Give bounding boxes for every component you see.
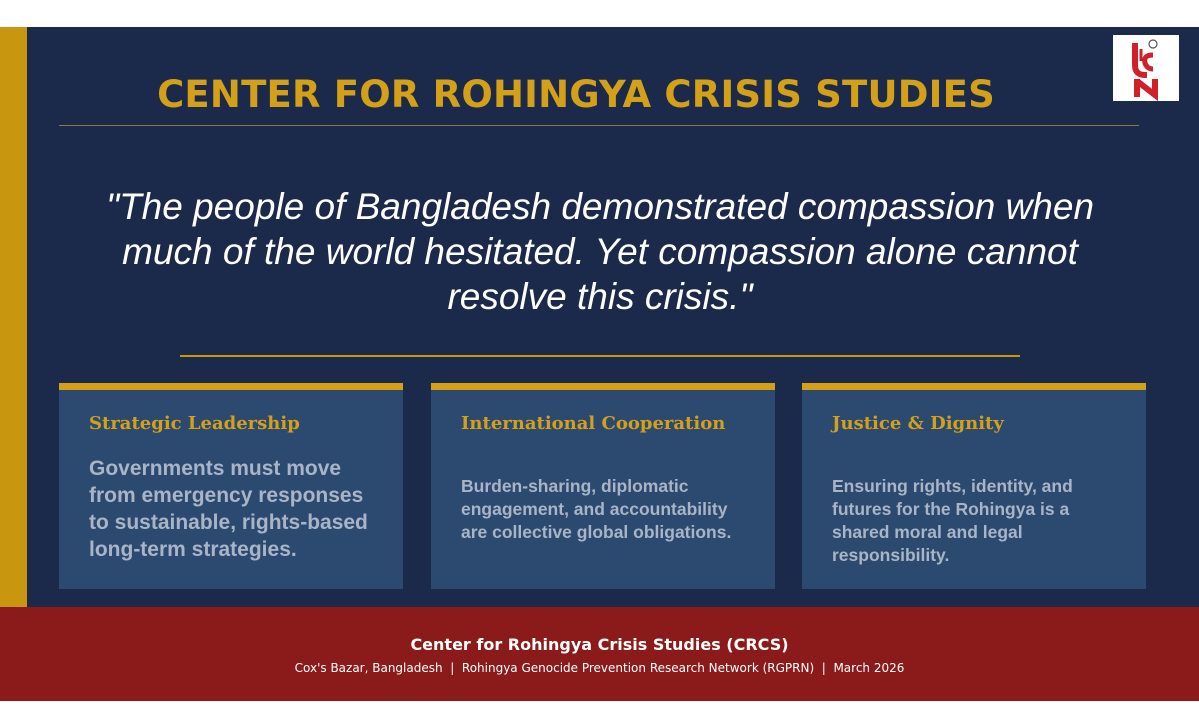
footer — [0, 607, 1199, 701]
quote-divider — [180, 355, 1020, 357]
card-justice-dignity — [802, 383, 1146, 589]
card-title: Strategic Leadership — [89, 413, 300, 434]
page-title: CENTER FOR ROHINGYA CRISIS STUDIES — [157, 73, 995, 116]
quote-text: "The people of Bangladesh demonstrated compassion when much of the world hesitated. Yet compassion alone cannot resolve this crisis." — [105, 186, 1095, 317]
title-divider — [59, 125, 1139, 126]
card-accent-bar — [802, 383, 1146, 390]
card-accent-bar — [431, 383, 775, 390]
footer-title: Center for Rohingya Crisis Studies (CRCS) — [410, 635, 789, 654]
card-body: Governments must move from emergency responses to sustainable, rights-based long-term strategies. — [89, 457, 368, 561]
slide — [0, 27, 1199, 701]
card-accent-bar — [59, 383, 403, 390]
left-accent-bar — [0, 27, 27, 607]
university-logo-icon — [1113, 35, 1179, 101]
card-body: Burden-sharing, diplomatic engagement, and accountability are collective global obligations. — [461, 476, 732, 542]
card-title: Justice & Dignity — [832, 413, 1004, 434]
footer-subtitle: Cox's Bazar, Bangladesh | Rohingya Genocide Prevention Research Network (RGPRN) | March 2026 — [294, 661, 905, 675]
card-international-cooperation — [431, 383, 775, 589]
card-body: Ensuring rights, identity, and futures for the Rohingya is a shared moral and legal responsibility. — [832, 476, 1073, 565]
card-title: International Cooperation — [461, 413, 726, 434]
card-strategic-leadership — [59, 383, 403, 589]
